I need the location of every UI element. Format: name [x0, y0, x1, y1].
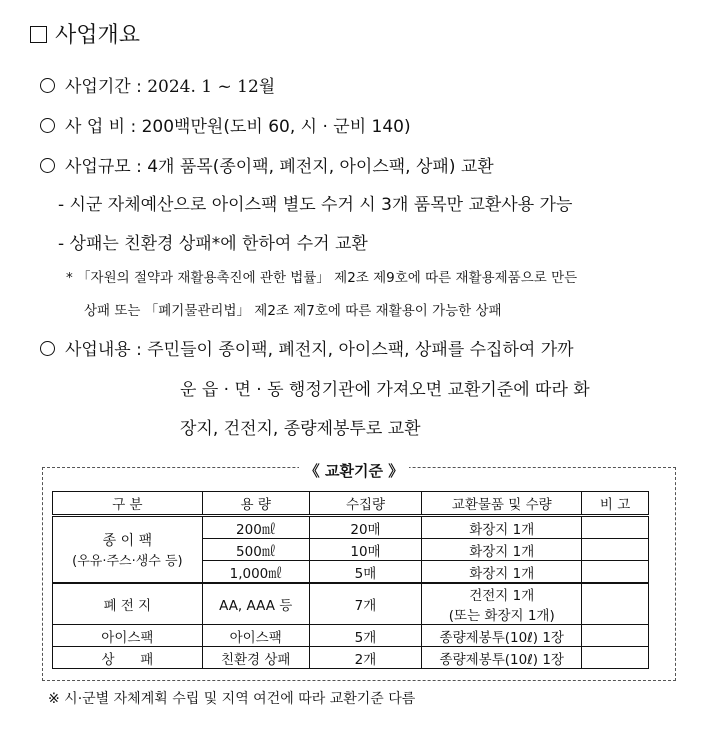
bullet-circle-icon: [40, 341, 55, 356]
exchange-standard-table: [52, 491, 649, 669]
bullet-circle-icon: [40, 158, 55, 173]
cell-capacity: 아이스팩: [202, 625, 309, 647]
footnote-line: * 「자원의 절약과 재활용촉진에 관한 법률」 제2조 제9호에 따른 재활용제품으로 만든: [66, 270, 578, 286]
cell-note: [582, 516, 649, 539]
content-line: 운 읍 · 면 · 동 행정기관에 가져오면 교환기준에 따라 화: [180, 380, 590, 400]
group-name: 종 이 팩: [102, 533, 153, 549]
item-scale: [40, 152, 494, 177]
group-icepack: 아이스팩: [53, 625, 203, 647]
cell-note: [582, 539, 649, 561]
cell-quantity: 20매: [309, 516, 422, 539]
section-title: [30, 18, 140, 49]
item-label: 사업규모 :: [65, 157, 148, 177]
cell-exchange: 화장지 1개: [422, 561, 582, 584]
table-title-text: 《 교환기준 》: [299, 462, 409, 480]
item-budget: [40, 112, 411, 137]
table-row: [53, 516, 649, 539]
cell-exchange: 화장지 1개: [422, 516, 582, 539]
cell-capacity: 500㎖: [202, 539, 309, 561]
cell-quantity: 2개: [309, 647, 422, 669]
cell-quantity: 10매: [309, 539, 422, 561]
footnote-line: 상패 또는 「폐기물관리법」 제2조 제7호에 따른 재활용이 가능한 상패: [84, 303, 502, 319]
cell-quantity: 5개: [309, 625, 422, 647]
bullet-circle-icon: [40, 78, 55, 93]
cell-note: [582, 625, 649, 647]
sub-item: - 상패는 친환경 상패*에 한하여 수거 교환: [58, 234, 368, 254]
cell-exchange: 화장지 1개: [422, 539, 582, 561]
item-content: [40, 335, 574, 360]
cell-capacity: AA, AAA 등: [202, 583, 309, 625]
cell-exchange: 종량제봉투(10ℓ) 1장: [422, 647, 582, 669]
sub-item: - 시군 자체예산으로 아이스팩 별도 수거 시 3개 품목만 교환사용 가능: [58, 195, 573, 215]
header-category: 구 분: [53, 492, 203, 516]
content-line: 주민들이 종이팩, 폐전지, 아이스팩, 상패를 수집하여 가까: [147, 340, 574, 360]
table-header-row: [53, 492, 649, 516]
table-row: [53, 647, 649, 669]
item-period: [40, 72, 275, 97]
cell-quantity: 7개: [309, 583, 422, 625]
item-value: 4개 품목(종이팩, 폐전지, 아이스팩, 상패) 교환: [147, 157, 494, 177]
item-label: 사업내용 :: [65, 340, 148, 360]
header-capacity: 용 량: [202, 492, 309, 516]
table-row: [53, 625, 649, 647]
item-label: 사업기간 :: [65, 77, 148, 97]
cell-capacity: 200㎖: [202, 516, 309, 539]
cell-note: [582, 561, 649, 584]
bullet-circle-icon: [40, 118, 55, 133]
item-value: 200백만원(도비 60, 시 · 군비 140): [141, 117, 411, 137]
content-line: 장지, 건전지, 종량제봉투로 교환: [180, 419, 421, 439]
item-label: 사 업 비 :: [65, 117, 142, 137]
checkbox-square-icon: [30, 26, 47, 43]
section-title-text: 사업개요: [55, 23, 141, 48]
bottom-note: ※ 시·군별 자체계획 수립 및 지역 여건에 따라 교환기준 다름: [48, 691, 416, 707]
group-plaque: 상 패: [53, 647, 203, 669]
table-title: [0, 460, 708, 481]
cell-exchange-line: (또는 화장지 1개): [448, 608, 555, 624]
group-paper: [53, 516, 203, 584]
cell-exchange-line: 건전지 1개: [469, 588, 535, 604]
cell-capacity: 친환경 상패: [202, 647, 309, 669]
cell-exchange: [422, 583, 582, 625]
group-sub: (우유·주스·생수 등): [72, 554, 183, 569]
group-battery: 폐 전 지: [53, 583, 203, 625]
cell-exchange: 종량제봉투(10ℓ) 1장: [422, 625, 582, 647]
table-row: [53, 583, 649, 625]
cell-capacity: 1,000㎖: [202, 561, 309, 584]
cell-quantity: 5매: [309, 561, 422, 584]
header-exchange: 교환물품 및 수량: [422, 492, 582, 516]
item-value: 2024. 1 ~ 12월: [147, 77, 276, 97]
header-quantity: 수집량: [309, 492, 422, 516]
cell-note: [582, 647, 649, 669]
header-note: 비 고: [582, 492, 649, 516]
cell-note: [582, 583, 649, 625]
